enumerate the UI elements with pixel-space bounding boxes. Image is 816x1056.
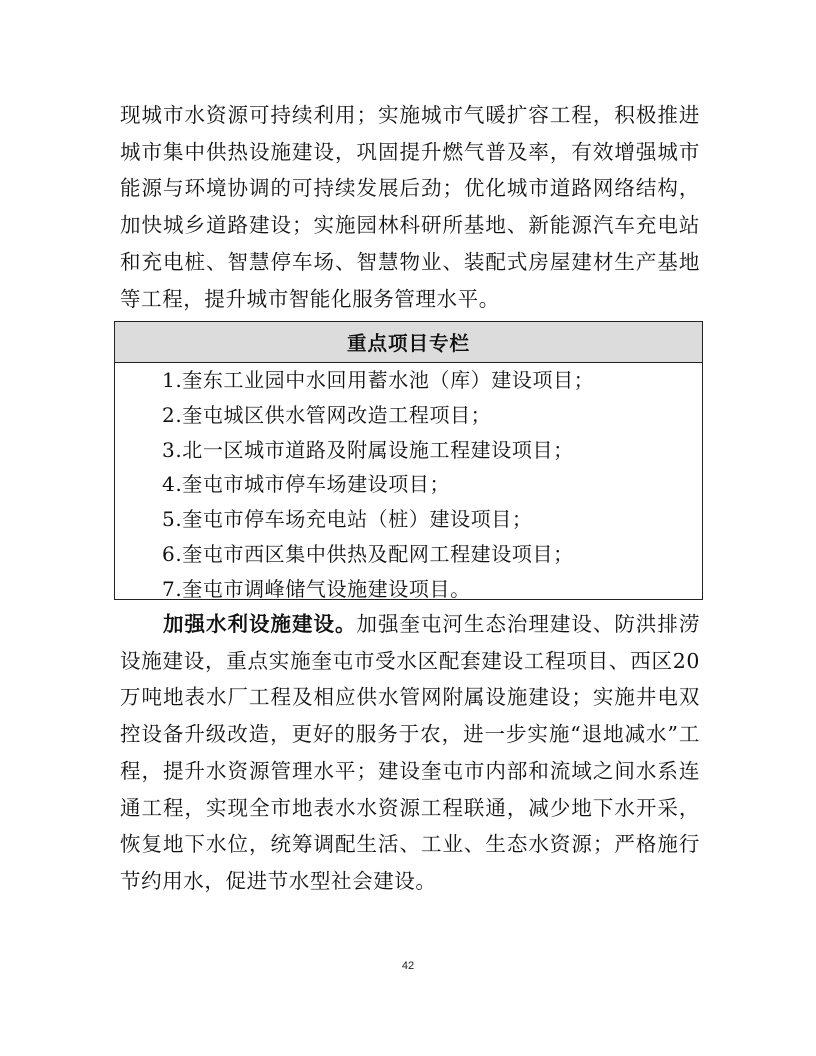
list-item: 2.奎屯城区供水管网改造工程项目； — [162, 402, 492, 427]
list-item: 7.奎屯市调峰储气设施建设项目。 — [162, 576, 471, 601]
list-item: 3.北一区城市道路及附属设施工程建设项目； — [162, 437, 574, 462]
key-projects-list — [115, 363, 702, 607]
list-item: 5.奎屯市停车场充电站（桩）建设项目； — [162, 507, 533, 532]
key-projects-box — [114, 321, 703, 600]
list-item: 6.奎屯市西区集中供热及配网工程建设项目； — [162, 541, 574, 566]
paragraph-lead-heading: 加强水利设施建设。 — [163, 612, 357, 636]
page-number: 42 — [401, 960, 415, 972]
list-item: 4.奎屯市城市停车场建设项目； — [162, 472, 451, 497]
paragraph-urban-infrastructure: 现城市水资源可持续利用；实施城市气暖扩容工程，积极推进城市集中供热设施建设，巩固提升燃气普及率，有效增强城市能源与环境协调的可持续发展后劲；优化城市道路网络结构，加快城乡道路建设；实施园林科研所基地、新能源汽车充电站和充电桩、智慧停车场、智慧物业、装配式房屋建材生产基地等工程，提升城市智能化服务管理水平。 — [120, 103, 700, 311]
paragraph-body: 加强奎屯河生态治理建设、防洪排涝设施建设，重点实施奎屯市受水区配套建设工程项目、西区20万吨地表水厂工程及相应供水管网附属设施建设；实施井电双控设备升级改造，更好的服务于农，进一步实施“退地减水”工程，提升水资源管理水平；建设奎屯市内部和流域之间水系连通工程，实现全市地表水水资源工程联通，减少地下水开采，恢复地下水位，统筹调配生活、工业、生态水资源；严格施行节约用水，促进节水型社会建设。 — [120, 612, 700, 893]
key-projects-title: 重点项目专栏 — [115, 322, 702, 363]
paragraph-water-facilities — [120, 606, 700, 900]
list-item: 1.奎东工业园中水回用蓄水池（库）建设项目； — [162, 368, 595, 392]
